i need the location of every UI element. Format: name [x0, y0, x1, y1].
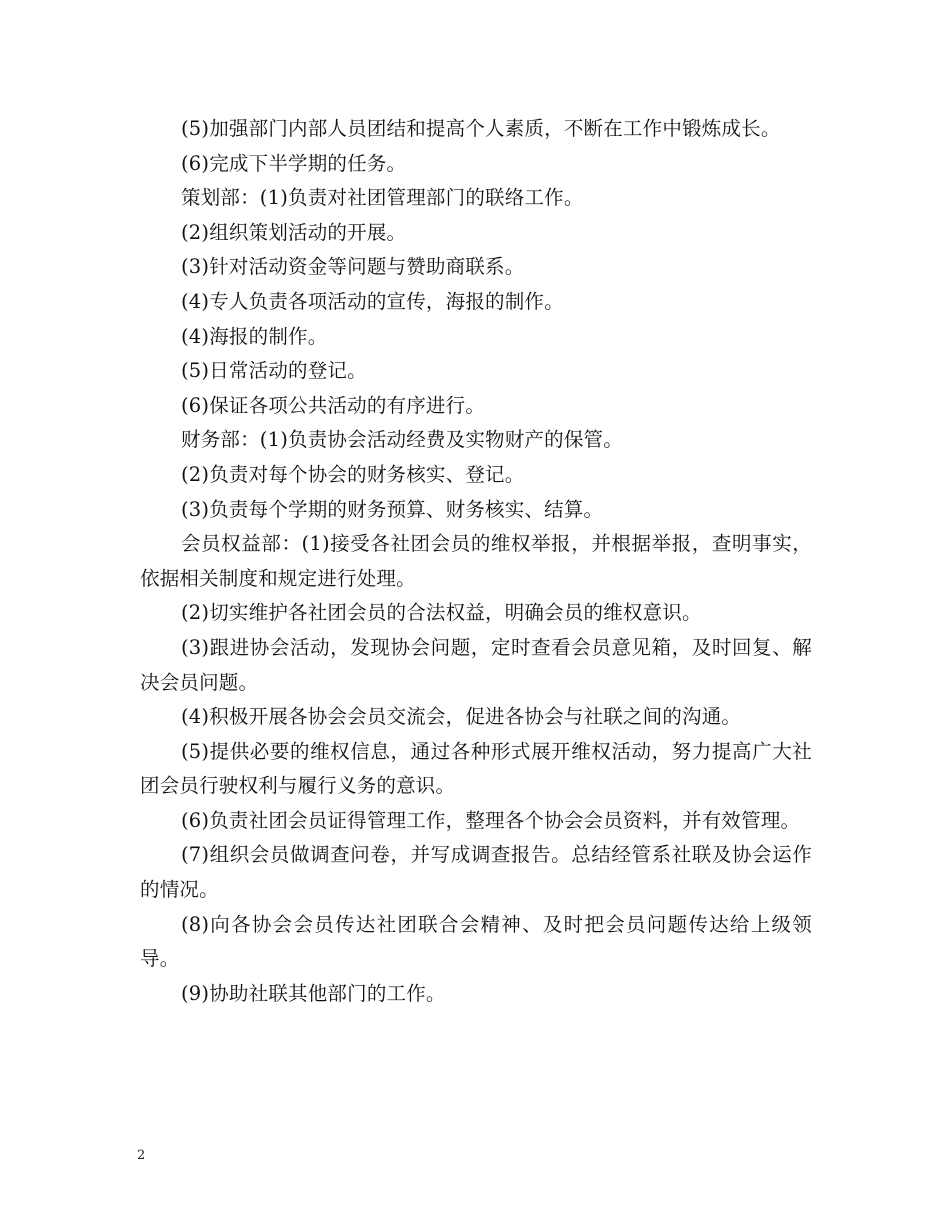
paragraph: (6)完成下半学期的任务。 — [181, 151, 407, 175]
paragraph: (7)组织会员做调查问卷，并写成调查报告。总结经管系社联及协会运作的情况。 — [140, 843, 812, 902]
paragraph: (2)负责对每个协会的财务核实、登记。 — [181, 462, 525, 486]
paragraph: (4)积极开展各协会会员交流会，促进各协会与社联之间的沟通。 — [181, 705, 742, 729]
paragraph: (5)日常活动的登记。 — [181, 359, 367, 383]
paragraph: (4)海报的制作。 — [181, 324, 328, 348]
paragraph: 策划部：(1)负责对社团管理部门的联络工作。 — [181, 186, 584, 210]
paragraph: (9)协助社联其他部门的工作。 — [181, 981, 446, 1005]
paragraph: (4)专人负责各项活动的宣传，海报的制作。 — [181, 289, 564, 313]
paragraph: (5)加强部门内部人员团结和提高个人素质，不断在工作中锻炼成长。 — [181, 117, 781, 140]
paragraph: 财务部：(1)负责协会活动经费及实物财产的保管。 — [181, 428, 623, 452]
paragraph: (6)保证各项公共活动的有序进行。 — [181, 393, 486, 417]
paragraph: (3)负责每个学期的财务预算、财务核实、结算。 — [181, 497, 604, 521]
document-body — [140, 112, 812, 1011]
paragraph: 会员权益部：(1)接受各社团会员的维权举报，并根据举报，查明事实，依据相关制度和规定进行处理。 — [140, 532, 812, 590]
paragraph: (2)切实维护各社团会员的合法权益，明确会员的维权意识。 — [181, 601, 702, 625]
page-number: 2 — [137, 1148, 146, 1163]
paragraph: (3)跟进协会活动，发现协会问题，定时查看会员意见箱，及时回复、解决会员问题。 — [140, 635, 812, 694]
paragraph: (5)提供必要的维权信息，通过各种形式展开维权活动，努力提高广大社团会员行驶权利与履行义务的意识。 — [140, 739, 812, 798]
paragraph: (8)向各协会会员传达社团联合会精神、及时把会员问题传达给上级领导。 — [140, 912, 812, 971]
paragraph: (6)负责社团会员证得管理工作，整理各个协会会员资料，并有效管理。 — [181, 808, 801, 832]
paragraph: (2)组织策划活动的开展。 — [181, 220, 407, 244]
paragraph: (3)针对活动资金等问题与赞助商联系。 — [181, 255, 525, 279]
